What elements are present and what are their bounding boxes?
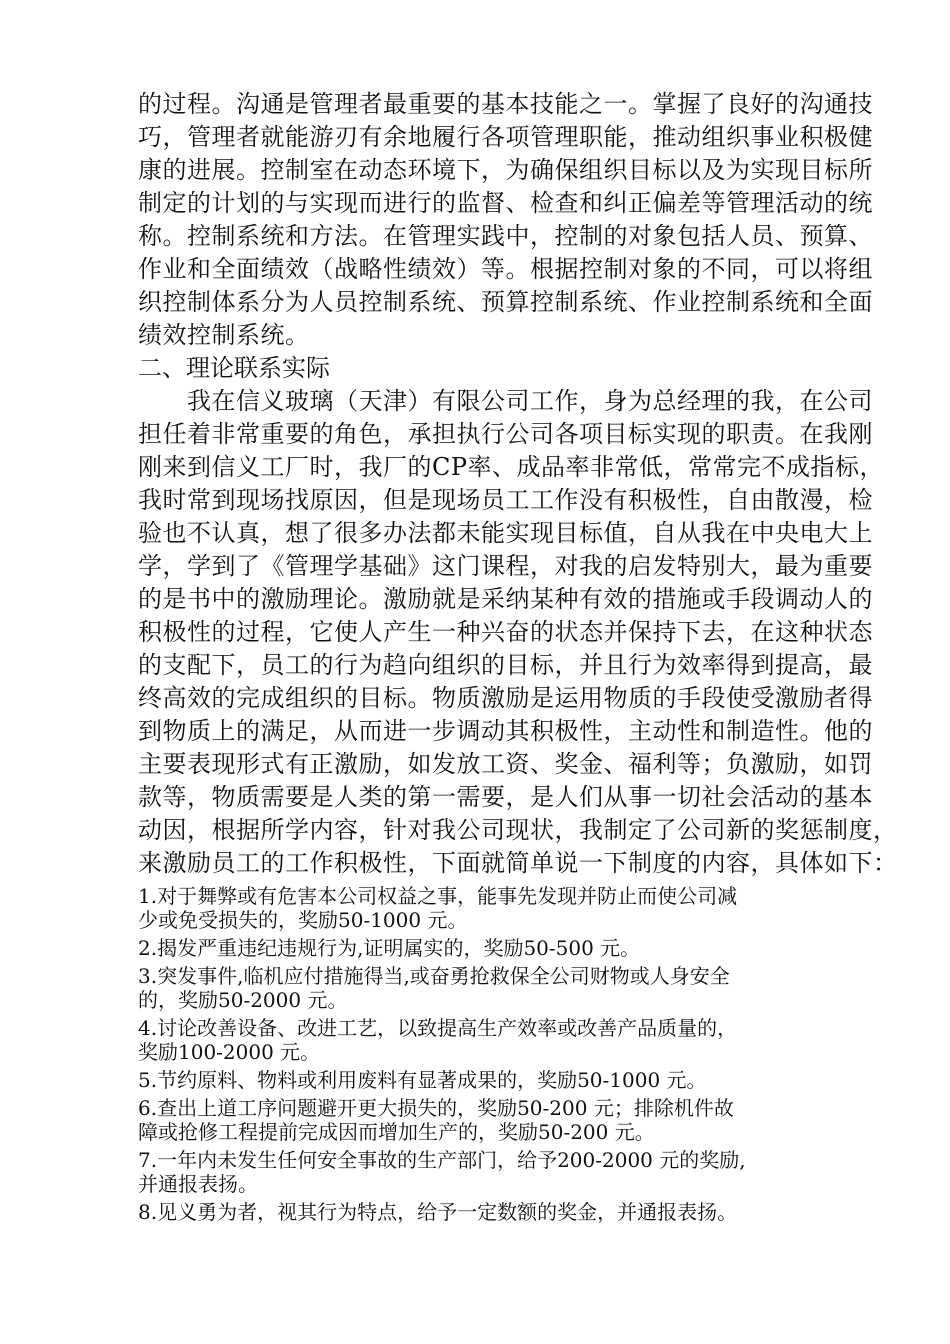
text-line: 刚来到信义工厂时，我厂的CP率、成品率非常低，常常完不成指标， — [138, 453, 885, 481]
list-item — [138, 1148, 818, 1196]
text-line: 的是书中的激励理论。激励就是采纳某种有效的措施或手段调动人的 — [138, 585, 873, 613]
text-line: 到物质上的满足，从而进一步调动其积极性，主动性和制造性。他的 — [138, 717, 873, 745]
list-item-line: 2.揭发严重违纪违规行为,证明属实的，奖励50-500 元。 — [138, 936, 641, 960]
text-line: 积极性的过程，它使人产生一种兴奋的状态并保持下去，在这种状态 — [138, 618, 873, 646]
list-item — [138, 884, 818, 932]
text-line: 的过程。沟通是管理者最重要的基本技能之一。掌握了良好的沟通技 — [138, 90, 873, 118]
text-line: 主要表现形式有正激励，如发放工资、奖金、福利等；负激励，如罚 — [138, 750, 873, 778]
text-line: 的支配下，员工的行为趋向组织的目标，并且行为效率得到提高，最 — [138, 651, 873, 679]
text-line: 款等，物质需要是人类的第一需要，是人们从事一切社会活动的基本 — [138, 783, 873, 811]
text-line: 我时常到现场找原因，但是现场员工工作没有积极性，自由散漫，检 — [138, 486, 873, 514]
text-line: 绩效控制系统。 — [138, 321, 310, 349]
body-paragraph — [138, 385, 898, 880]
list-item-line: 1.对于舞弊或有危害本公司权益之事，能事先发现并防止而使公司减 — [138, 884, 738, 908]
text-line: 织控制体系分为人员控制系统、预算控制系统、作业控制系统和全面 — [138, 288, 873, 316]
list-item — [138, 1200, 818, 1224]
list-item — [138, 1096, 818, 1144]
text-line: 康的进展。控制室在动态环境下，为确保组织目标以及为实现目标所 — [138, 156, 873, 184]
list-item-line: 4.讨论改善设备、改进工艺，以致提高生产效率或改善产品质量的， — [138, 1016, 738, 1040]
text-line: 巧，管理者就能游刃有余地履行各项管理职能，推动组织事业积极健 — [138, 123, 873, 151]
text-line: 来激励员工的工作积极性，下面就简单说一下制度的内容，具体如下： — [138, 849, 898, 877]
list-item-line: 奖励100-2000 元。 — [138, 1040, 321, 1064]
reward-list — [138, 884, 818, 1224]
text-line: 作业和全面绩效（战略性绩效）等。根据控制对象的不同，可以将组 — [138, 255, 873, 283]
list-item-line: 障或抢修工程提前完成因而增加生产的，奖励50-200 元。 — [138, 1120, 655, 1144]
list-item — [138, 936, 818, 960]
list-item-line: 5.节约原料、物料或利用废料有显著成果的，奖励50-1000 元。 — [138, 1068, 707, 1092]
text-line: 担任着非常重要的角色，承担执行公司各项目标实现的职责。在我刚 — [138, 420, 873, 448]
list-item-line: 6.查出上道工序问题避开更大损失的，奖励50-200 元；排除机件故 — [138, 1096, 734, 1120]
list-item — [138, 1068, 818, 1092]
text-line: 验也不认真，想了很多办法都未能实现目标值，自从我在中央电大上 — [138, 519, 873, 547]
list-item-line: 3.突发事件,临机应付措施得当,或奋勇抢救保全公司财物或人身安全 — [138, 964, 730, 988]
text-line: 制定的计划的与实现而进行的监督、检查和纠正偏差等管理活动的统 — [138, 189, 873, 217]
text-line: 我在信义玻璃（天津）有限公司工作，身为总经理的我，在公司 — [138, 387, 873, 415]
section-heading: 二、理论联系实际 — [138, 354, 330, 382]
list-item — [138, 964, 818, 1012]
list-item-line: 并通报表扬。 — [138, 1172, 258, 1196]
document-page — [138, 88, 898, 1228]
text-line: 称。控制系统和方法。在管理实践中，控制的对象包括人员、预算、 — [138, 222, 873, 250]
list-item-line: 7.一年内未发生任何安全事故的生产部门，给予200-2000 元的奖励, — [138, 1148, 746, 1172]
intro-paragraph — [138, 88, 873, 352]
list-item-line: 8.见义勇为者，视其行为特点，给予一定数额的奖金，并通报表扬。 — [138, 1200, 738, 1224]
list-item-line: 少或免受损失的，奖励50-1000 元。 — [138, 908, 468, 932]
text-line: 动因，根据所学内容，针对我公司现状，我制定了公司新的奖惩制度， — [138, 816, 898, 844]
list-item-line: 的，奖励50-2000 元。 — [138, 988, 348, 1012]
list-item — [138, 1016, 818, 1064]
text-line: 学，学到了《管理学基础》这门课程，对我的启发特别大，最为重要 — [138, 552, 873, 580]
text-line: 终高效的完成组织的目标。物质激励是运用物质的手段使受激励者得 — [138, 684, 873, 712]
